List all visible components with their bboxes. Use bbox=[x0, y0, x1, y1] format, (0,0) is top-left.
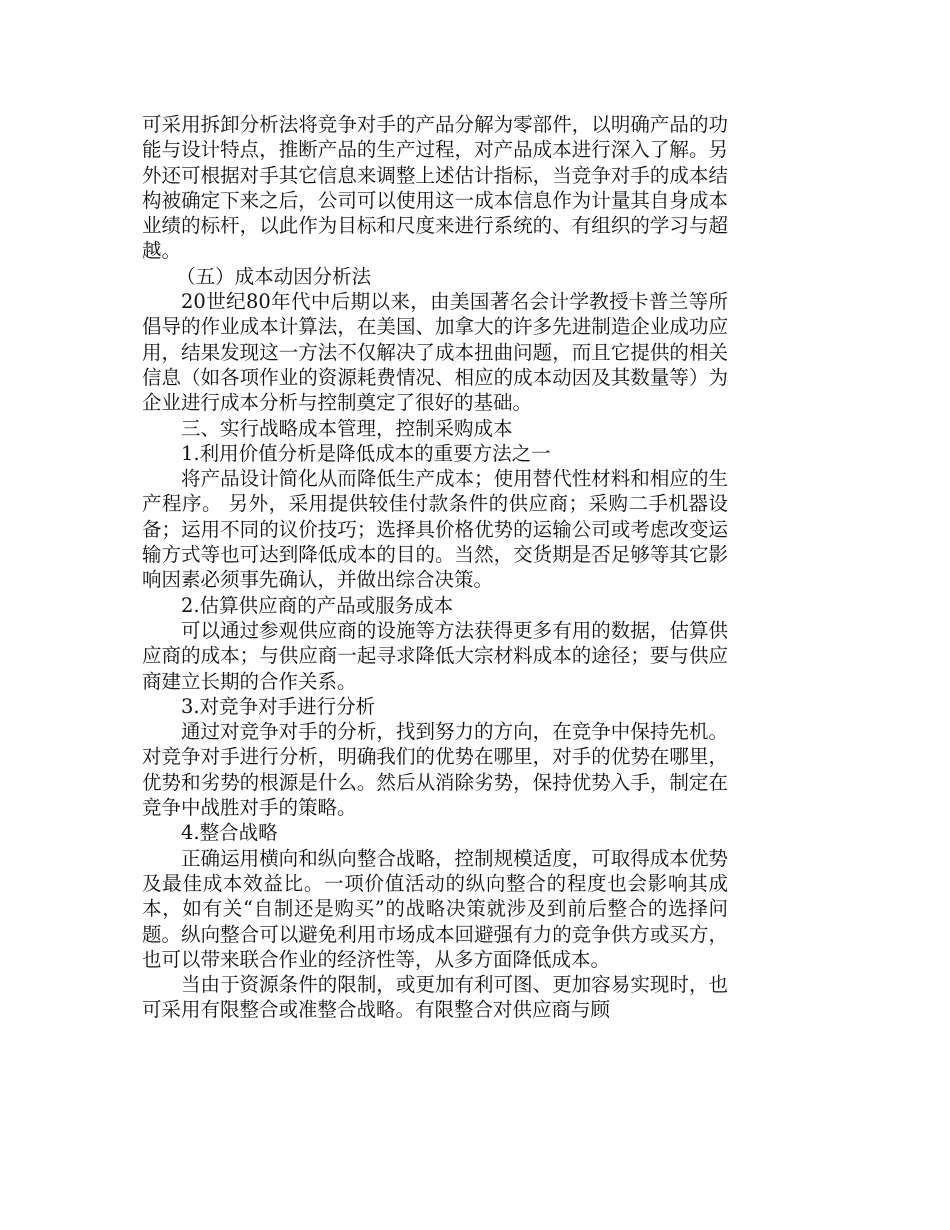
heading-supplier-cost-estimate: 2.估算供应商的产品或服务成本 bbox=[181, 593, 454, 617]
heading-integration-strategy: 4.整合战略 bbox=[181, 821, 278, 845]
paragraph-limited-integration: 当由于资源条件的限制，或更加有利可图、更加容易实现时，也可采用有限整合或准整合战略。有限整合对供应商与顾 bbox=[142, 973, 728, 1022]
heading-cost-driver-analysis: （五）成本动因分析法 bbox=[176, 264, 372, 288]
paragraph-competitor-analysis: 通过对竞争对手的分析，找到努力的方向，在竞争中保持先机。对竞争对手进行分析，明确我们的优势在哪里，对手的优势在哪里，优势和劣势的根源是什么。然后从消除劣势，保持优势入手，制定在竞争中战胜对手的策略。 bbox=[142, 720, 728, 820]
document-page bbox=[142, 112, 728, 1023]
paragraph-activity-based-costing: 20世纪80年代中后期以来，由美国著名会计学教授卡普兰等所倡导的作业成本计算法，在美国、加拿大的许多先进制造企业成功应用，结果发现这一方法不仅解决了成本扭曲问题，而且它提供的相关信息（如各项作业的资源耗费情况、相应的成本动因及其数量等）为企业进行成本分析与控制奠定了很好的基础。 bbox=[142, 290, 728, 415]
heading-strategic-cost-management: 三、实行战略成本管理，控制采购成本 bbox=[181, 416, 513, 440]
heading-value-analysis: 1.利用价值分析是降低成本的重要方法之一 bbox=[181, 441, 551, 465]
paragraph-teardown-analysis: 可采用拆卸分析法将竞争对手的产品分解为零部件，以明确产品的功能与设计特点，推断产品的生产过程，对产品成本进行深入了解。另外还可根据对手其它信息来调整上述估计指标，当竞争对手的成本结构被确定下来之后，公司可以使用这一成本信息作为计量其自身成本业绩的标杆，以此作为目标和尺度来进行系统的、有组织的学习与超越。 bbox=[142, 113, 728, 263]
paragraph-value-analysis: 将产品设计简化从而降低生产成本；使用替代性材料和相应的生产程序。 另外，采用提供较佳付款条件的供应商；采购二手机器设备；运用不同的议价技巧；选择具价格优势的运输公司或考虑改变运输方式等也可达到降低成本的目的。当然，交货期是否足够等其它影响因素必须事先确认，并做出综合决策。 bbox=[142, 467, 728, 592]
heading-competitor-analysis: 3.对竞争对手进行分析 bbox=[181, 694, 376, 718]
paragraph-integration-strategy: 正确运用横向和纵向整合战略，控制规模适度，可取得成本优势及最佳成本效益比。一项价值活动的纵向整合的程度也会影响其成本，如有关“自制还是购买”的战略决策就涉及到前后整合的选择问题。纵向整合可以避免利用市场成本回避强有力的竞争供方或买方，也可以带来联合作业的经济性等，从多方面降低成本。 bbox=[142, 846, 728, 971]
paragraph-supplier-cost-estimate: 可以通过参观供应商的设施等方法获得更多有用的数据，估算供应商的成本；与供应商一起寻求降低大宗材料成本的途径；要与供应商建立长期的合作关系。 bbox=[142, 618, 728, 693]
